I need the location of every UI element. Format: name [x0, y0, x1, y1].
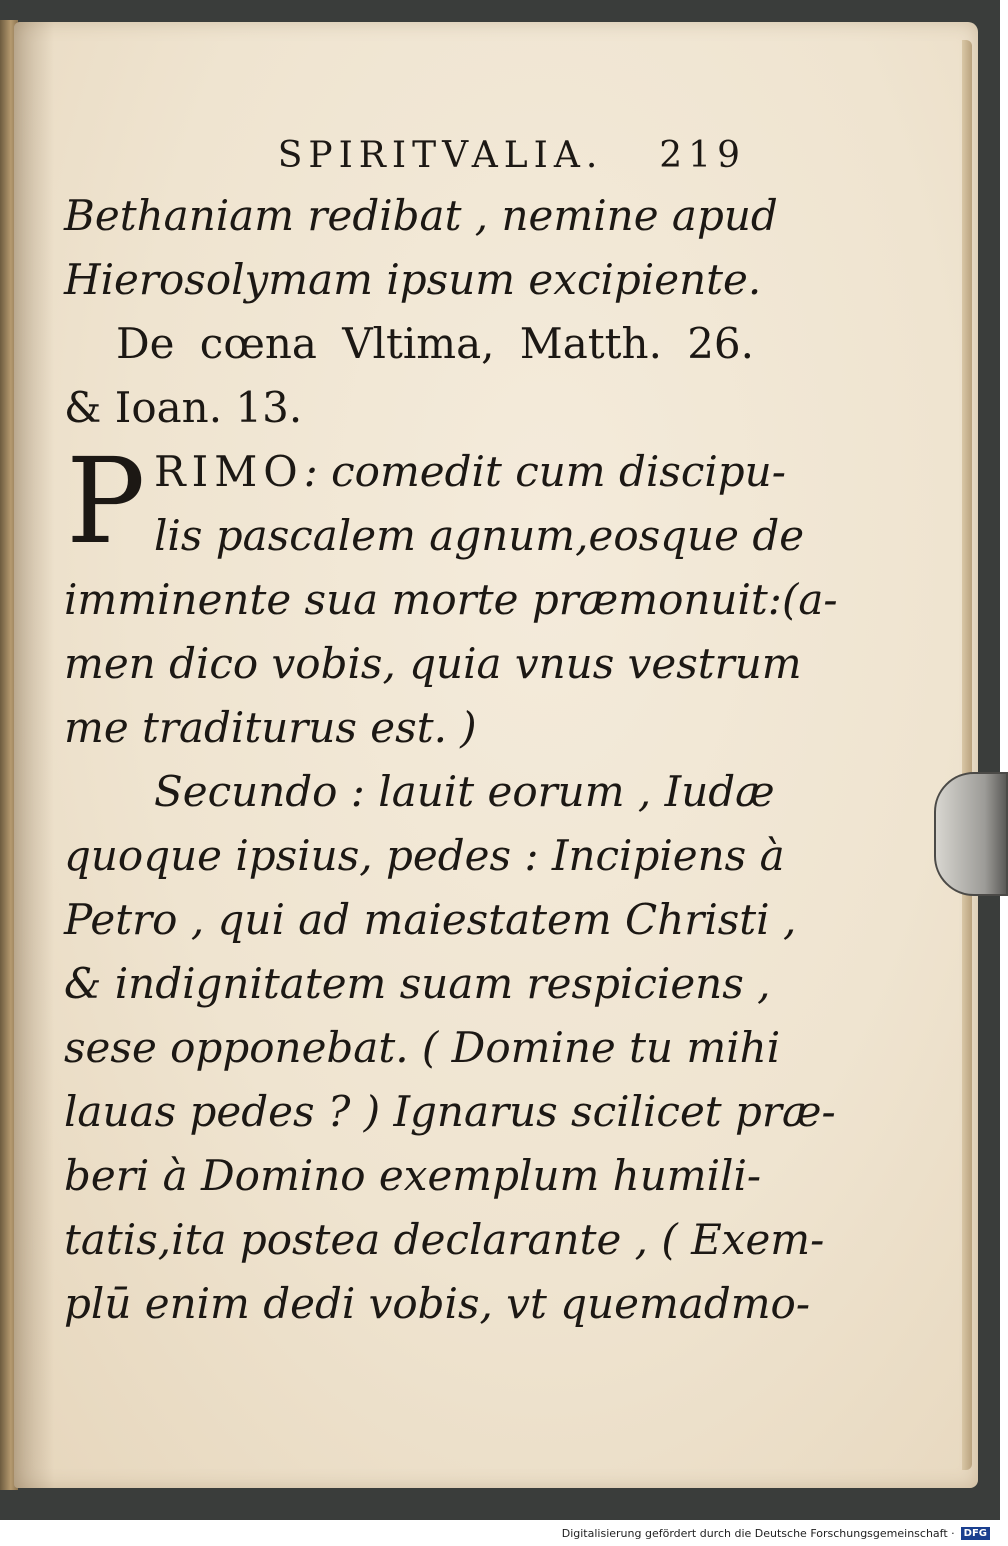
drop-cap-initial: P [66, 432, 146, 570]
digitization-credit-bar [0, 1520, 1000, 1546]
book-clasp [934, 772, 1008, 896]
text-line: Bethaniam redibat , nemine apud [64, 191, 778, 240]
section-title-line: & Ioan. 13. [64, 383, 303, 432]
text-line: plū enim dedi vobis, vt quemadmo- [64, 1279, 811, 1328]
text-line: lauas pedes ? ) Ignarus scilicet præ- [64, 1087, 836, 1136]
text-line: Hierosolymam ipsum excipiente. [64, 255, 762, 304]
text-line: Secundo : lauit eorum , Iudæ [154, 767, 775, 816]
text-line [64, 440, 786, 504]
text-line: & indignitatem suam respiciens , [64, 959, 771, 1008]
text-line: imminente sua morte præmonuit:(a- [64, 575, 838, 624]
gutter-shadow [14, 22, 54, 1488]
funding-credit: Digitalisierung gefördert durch die Deutsche Forschungsgemeinschaft · [561, 1526, 955, 1540]
running-header [64, 128, 746, 184]
page-number: 219 [659, 135, 746, 176]
paragraph-primo [64, 432, 838, 760]
page-text [64, 128, 838, 1336]
text-line: men dico vobis, quia vnus vestrum [64, 639, 802, 688]
page-edge [962, 40, 972, 1470]
text-line: me traditurus est. ) [64, 703, 477, 752]
dfg-logo: DFG [961, 1527, 990, 1540]
text-line: sese opponebat. ( Domine tu mihi [64, 1023, 781, 1072]
running-head-title: SPIRITVALIA. [277, 135, 604, 176]
text-line: lis pascalem agnum,eosque de [154, 511, 805, 560]
text-line: beri à Domino exemplum humili- [64, 1151, 762, 1200]
section-title-line: De cœna Vltima, Matth. 26. [116, 319, 754, 368]
text-line-rest: : comedit cum discipu- [303, 447, 786, 496]
section-title [64, 312, 754, 440]
text-line: Petro , qui ad maiestatem Christi , [64, 895, 797, 944]
text-line: tatis,ita postea declarante , ( Exem- [64, 1215, 825, 1264]
primo-smallcaps: RIMO [154, 447, 304, 496]
paragraph-secundo [64, 760, 836, 1336]
text-line: quoque ipsius, pedes : Incipiens à [64, 831, 785, 880]
